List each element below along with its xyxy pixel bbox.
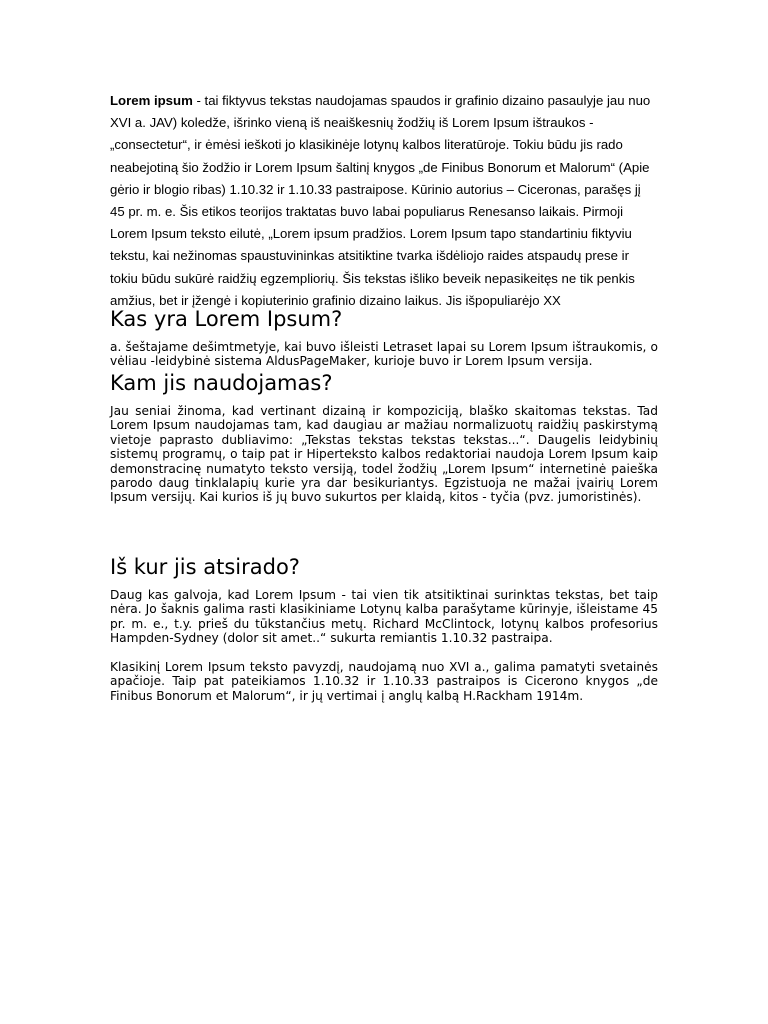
section-paragraph-is-kur-2: Klasikinį Lorem Ipsum teksto pavyzdį, naudojamą nuo XVI a., galima pamatyti svetainės apačioje. Taip pat pateikiamos 1.10.32 ir 1.10.33 pastraipos is Cicerono knygos „de Finibus Bonorum et Malorum“, ir jų vertimai į anglų kalbą H.Rackham 1914m.: [110, 660, 658, 703]
section-heading-kas-yra: Kas yra Lorem Ipsum?: [110, 307, 343, 331]
section-paragraph-kam-jis: Jau seniai žinoma, kad vertinant dizainą ir kompoziciją, blaško skaitomas tekstas. Tad Lorem Ipsum naudojamas tam, kad daugiau ar mažiau normalizuotų raidžių paskirstymą vietoje paprasto dubliavimo: „Tekstas tekstas tekstas tekstas...“. Daugelis leidybinių sistemų programų, o taip pat ir Hiperteksto kalbos redaktoriai naudoja Lorem Ipsum kaip demonstracinę numatyto teksto versiją, todel žodžių „Lorem Ipsum“ internetinė paieška parodo daug tinklalapių kurie yra dar besikuriantys. Egzistuoja ne mažai įvairių Lorem Ipsum versijų. Kai kurios iš jų buvo sukurtos per klaidą, kitos - tyčia (pvz. jumoristinės).: [110, 404, 658, 505]
section-paragraph-kas-yra: a. šeštajame dešimtmetyje, kai buvo išleisti Letraset lapai su Lorem Ipsum ištraukomis, o vėliau -leidybinė sistema AldusPageMaker, kurioje buvo ir Lorem Ipsum versija.: [110, 340, 658, 369]
section-heading-kam-jis: Kam jis naudojamas?: [110, 371, 333, 395]
intro-bold-lead: Lorem ipsum: [110, 93, 193, 108]
intro-paragraph: [110, 90, 658, 312]
section-paragraph-is-kur-1: Daug kas galvoja, kad Lorem Ipsum - tai vien tik atsitiktinai surinktas tekstas, bet taip nėra. Jo šaknis galima rasti klasikiniame Lotynų kalba parašytame kūrinyje, išleistame 45 pr. m. e., t.y. prieš du tūkstančius metų. Richard McClintock, lotynų kalbos profesorius Hampden-Sydney (dolor sit amet..“ sukurta remiantis 1.10.32 pastraipa.: [110, 588, 658, 646]
intro-text: - tai fiktyvus tekstas naudojamas spaudos ir grafinio dizaino pasaulyje jau nuo XVI a. JAV) koledže, išrinko vieną iš neaiškesnių žodžių iš Lorem Ipsum ištraukos - „consectetur“, ir ėmėsi ieškoti jo klasikinėje lotynų kalbos literatūroje. Tokiu būdu jis rado neabejotiną šio žodžio ir Lorem Ipsum šaltinį knygos „de Finibus Bonorum et Malorum“ (Apie gėrio ir blogio ribas) 1.10.32 ir 1.10.33 pastraipose. Kūrinio autorius – Ciceronas, parašęs jį 45 pr. m. e. Šis etikos teorijos traktatas buvo labai populiarus Renesanso laikais. Pirmoji Lorem Ipsum teksto eilutė, „Lorem ipsum pradžios. Lorem Ipsum tapo standartiniu fiktyviu tekstu, kai nežinomas spaustuvininkas atsitiktine tvarka išdėliojo raides atspaudų prese ir tokiu būdu sukūrė raidžių egzempliorių. Šis tekstas išliko beveik nepasikeitęs ne tik penkis amžius, bet ir įžengė i kopiuterinio grafinio dizaino laikus. Jis išpopuliarėjo XX: [110, 93, 651, 308]
section-heading-is-kur: Iš kur jis atsirado?: [110, 555, 300, 579]
